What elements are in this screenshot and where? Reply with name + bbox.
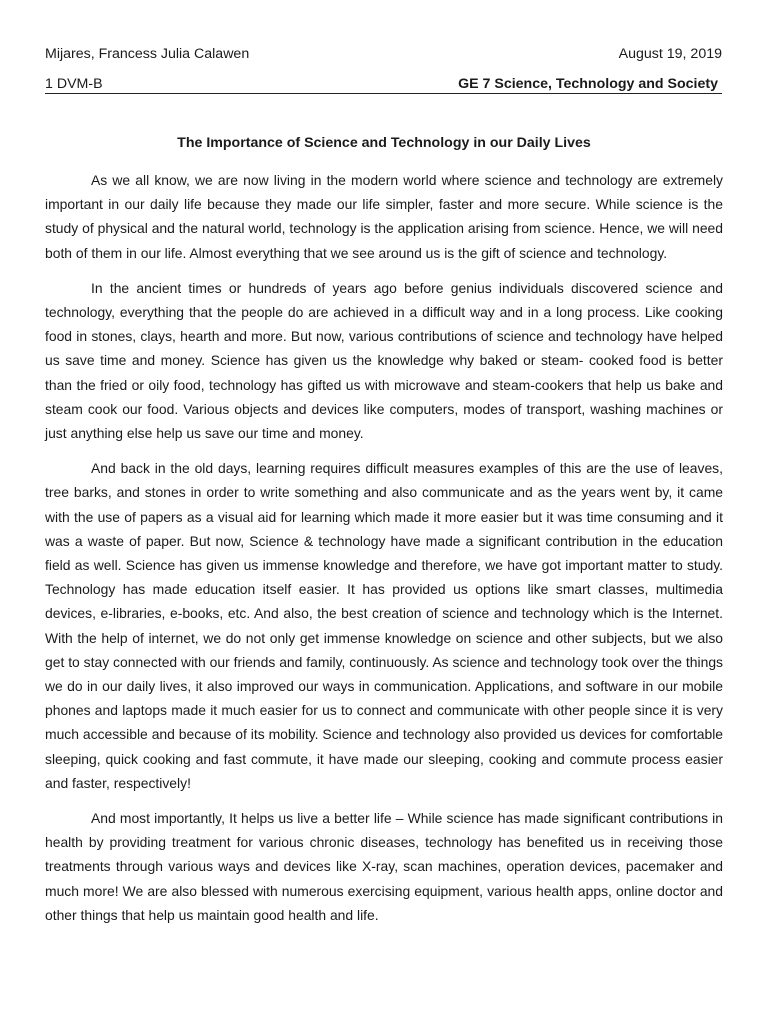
- essay-body: [45, 168, 723, 938]
- header-top-row: [45, 46, 722, 62]
- paragraph-3: And back in the old days, learning requires difficult measures examples of this are the use of leaves, tree barks, and stones in order to write something and also communicate and as the years went by, it came with the use of papers as a visual aid for learning which made it more easier but it was time consuming and it was a waste of paper. But now, Science & technology have made a significant contribution in the education field as well. Science has given us immense knowledge and therefore, we have got important matter to study. Technology has made education itself easier. It has provided us options like smart classes, multimedia devices, e-libraries, e-books, etc. And also, the best creation of science and technology which is the Internet. With the help of internet, we do not only get immense knowledge on science and other subjects, but we also get to stay connected with our friends and family, continuously. As science and technology took over the things we do in our daily lives, it also improved our ways in communication. Applications, and software in our mobile phones and laptops made it much easier for us to connect and communicate with other people since it is very much accessible and because of its mobility. Science and technology also provided us devices for comfortable sleeping, quick cooking and fast commute, it have made our sleeping, cooking and commute process easier and faster, respectively!: [45, 460, 723, 791]
- essay-title: The Importance of Science and Technology in our Daily Lives: [177, 135, 591, 151]
- author-name: Mijares, Francess Julia Calawen: [45, 46, 250, 62]
- document-date: August 19, 2019: [618, 46, 722, 62]
- paragraph-1: As we all know, we are now living in the modern world where science and technology are extremely important in our daily life because they made our life simpler, faster and more secure. While science is the study of physical and the natural world, technology is the application arising from science. Hence, we will need both of them in our life. Almost everything that we see around us is the gift of science and technology.: [45, 172, 723, 261]
- header-course-row: [45, 76, 722, 94]
- paragraph-2: In the ancient times or hundreds of years ago before genius individuals discovered science and technology, everything that the people do are achieved in a difficult way and in a long process. Like cooking food in stones, clays, hearth and more. But now, various contributions of science and technology have helped us save time and money. Science has given us the knowledge why baked or steam- cooked food is better than the fried or oily food, technology has gifted us with microwave and steam-cookers that help us bake and steam cook our food. Various objects and devices like computers, modes of transport, washing machines or just anything else help us save our time and money.: [45, 279, 723, 442]
- section-label: 1 DVM-B: [45, 76, 103, 92]
- course-label: GE 7 Science, Technology and Society: [458, 76, 718, 92]
- paragraph-4: And most importantly, It helps us live a better life – While science has made significant contributions in health by providing treatment for various chronic diseases, technology has benefited us in receiving those treatments through various ways and devices like X-ray, scan machines, operation devices, pacemaker and much more! We are also blessed with numerous exercising equipment, various health apps, online doctor and other things that help us maintain good health and life.: [45, 810, 723, 923]
